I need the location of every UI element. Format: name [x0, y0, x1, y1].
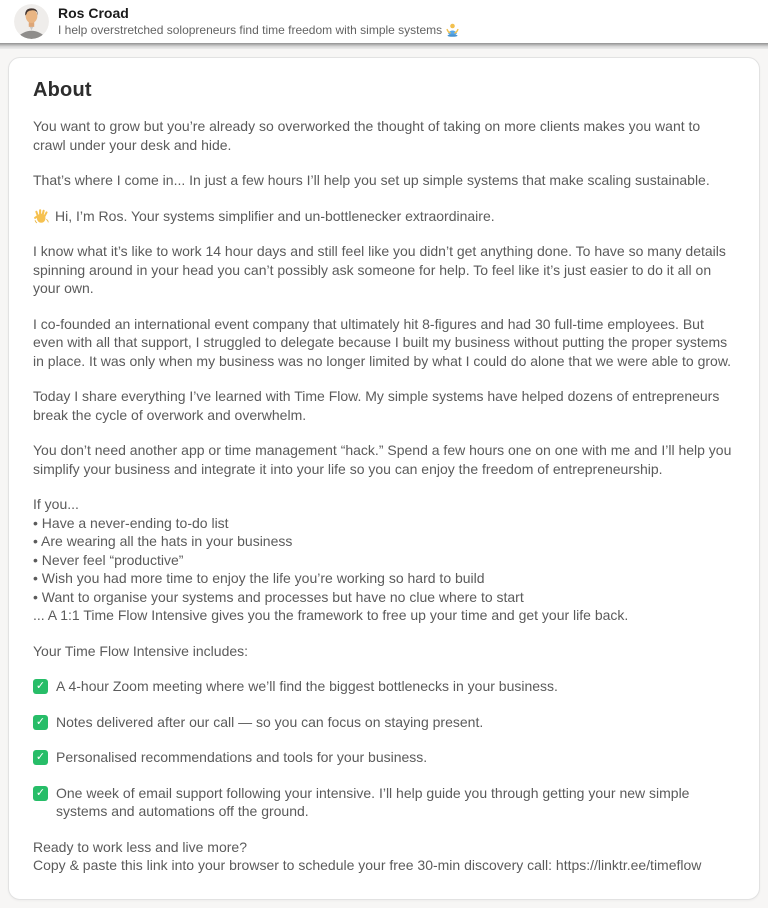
- avatar-illustration: [14, 4, 49, 39]
- about-paragraph: You don’t need another app or time management “hack.” Spend a few hours one on one with me and I’ll help you simplify your business and integrate it into your life so you can enjoy the freedom of entrepreneurship.: [33, 442, 732, 477]
- greeting-text: Hi, I’m Ros. Your systems simplifier and un-bottlenecker extraordinaire.: [55, 207, 495, 224]
- if-you-bullet: • Wish you had more time to enjoy the life you’re working so hard to build: [33, 570, 485, 586]
- profile-identity: [58, 5, 459, 38]
- about-paragraph: I know what it’s like to work 14 hour days and still feel like you didn’t get anything done. To have so many details spinning around in your head you can’t possibly ask someone for help. To feel like it’s just easier to do it all on your own.: [33, 243, 726, 296]
- includes-item: [33, 677, 735, 696]
- green-check-icon: ✓: [33, 679, 48, 694]
- about-paragraph: I co-founded an international event company that ultimately hit 8-figures and had 30 full-time employees. But even with all that support, I struggled to delegate because I built my business without putting the proper systems in place. It was only when my business was no longer limited by what I could do alone that we were able to grow.: [33, 315, 732, 369]
- content-area: [0, 49, 768, 908]
- about-paragraph: You want to grow but you’re already so overworked the thought of taking on more clients makes you want to crawl under your desk and hide.: [33, 118, 701, 153]
- cta-question: Ready to work less and live more?: [33, 838, 247, 855]
- person-in-lotus-position-icon: [446, 23, 459, 37]
- green-check-icon: ✓: [33, 786, 48, 801]
- includes-item-text: A 4-hour Zoom meeting where we’ll find the biggest bottlenecks in your business.: [56, 678, 558, 694]
- profile-header: [0, 0, 768, 43]
- if-you-bullet: • Have a never-ending to-do list: [33, 514, 229, 531]
- if-you-intro: If you...: [33, 496, 79, 512]
- about-card: [8, 57, 760, 900]
- profile-name[interactable]: Ros Croad: [58, 5, 129, 21]
- includes-item: [33, 784, 735, 821]
- greeting-line: [33, 207, 735, 226]
- includes-item-text: Notes delivered after our call — so you can focus on staying present.: [56, 713, 484, 730]
- includes-item: [33, 748, 735, 767]
- includes-item: [33, 713, 735, 732]
- if-you-bullet: • Never feel “productive”: [33, 551, 184, 568]
- if-you-outro: ... A 1:1 Time Flow Intensive gives you the framework to free up your time and get your life back.: [33, 607, 629, 623]
- cta-block: [33, 838, 735, 875]
- green-check-icon: ✓: [33, 750, 48, 765]
- about-title: About: [33, 79, 92, 101]
- avatar[interactable]: [14, 4, 49, 39]
- about-paragraph: Today I share everything I’ve learned with Time Flow. My simple systems have helped dozens of entrepreneurs break the cycle of overwork and overwhelm.: [33, 388, 720, 423]
- if-you-block: [33, 495, 735, 625]
- profile-tagline: [58, 22, 459, 38]
- if-you-bullet: • Want to organise your systems and processes but have no clue where to start: [33, 588, 524, 605]
- cta-link-instruction: Copy & paste this link into your browser to schedule your free 30-min discovery call: https://linktr.ee/timeflow: [33, 857, 702, 873]
- includes-item-text: One week of email support following your intensive. I’ll help guide you through getting your new simple systems and automations off the ground.: [56, 784, 690, 819]
- if-you-bullet: • Are wearing all the hats in your business: [33, 533, 293, 549]
- about-paragraph: That’s where I come in... In just a few hours I’ll help you set up simple systems that make scaling sustainable.: [33, 172, 710, 188]
- waving-hand-icon: [33, 208, 49, 224]
- green-check-icon: ✓: [33, 715, 48, 730]
- profile-tagline-text: I help overstretched solopreneurs find time freedom with simple systems: [58, 23, 443, 37]
- includes-intro: Your Time Flow Intensive includes:: [33, 642, 249, 659]
- includes-item-text: Personalised recommendations and tools for your business.: [56, 749, 428, 765]
